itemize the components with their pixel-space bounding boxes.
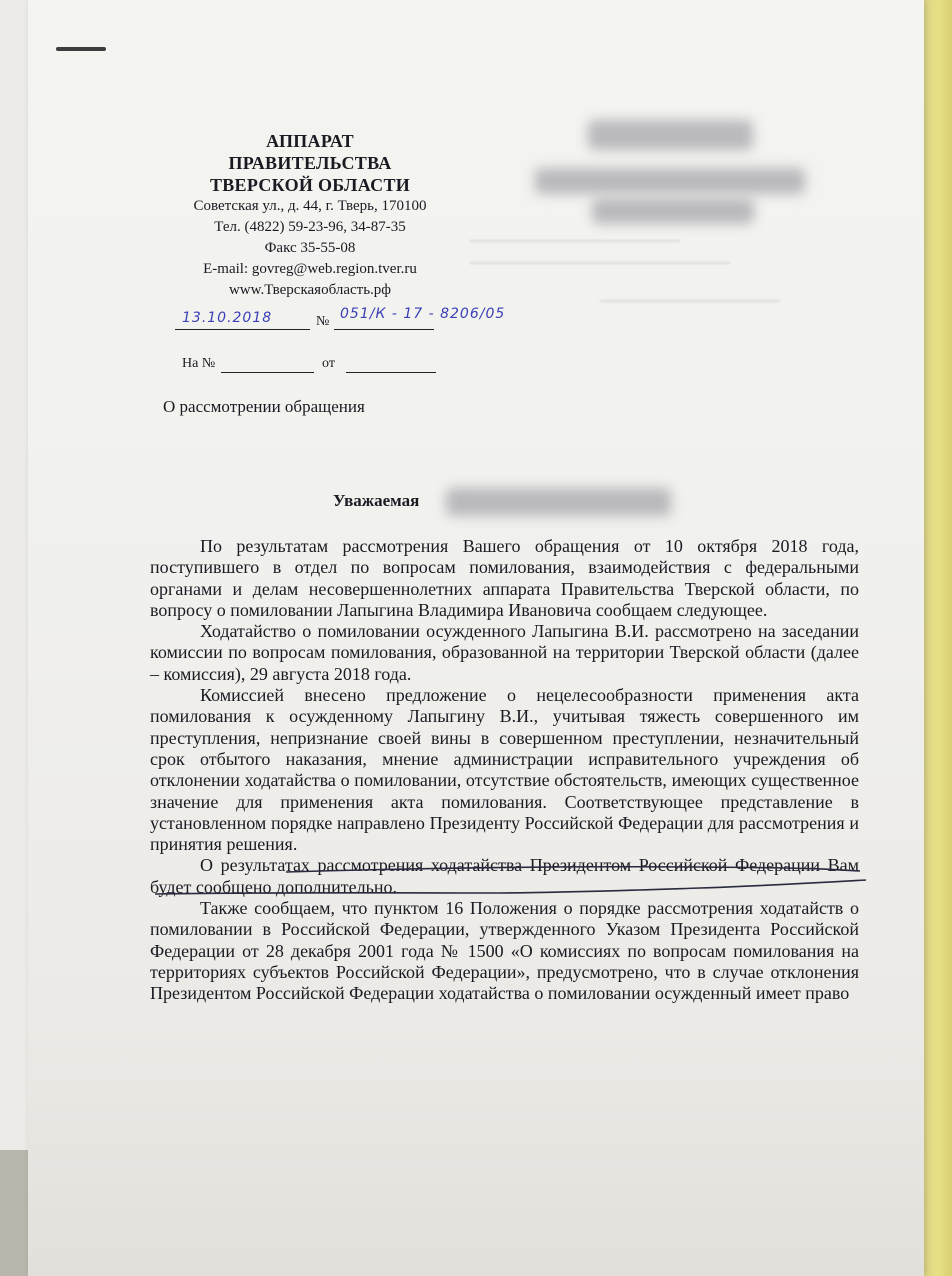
number-label: № — [316, 314, 330, 329]
redacted-addressee-line3 — [592, 198, 754, 224]
letterhead — [160, 130, 460, 301]
letter-body — [150, 536, 859, 1005]
org-name-line3: ТВЕРСКОЙ ОБЛАСТИ — [209, 175, 411, 195]
org-email: E-mail: govreg@web.region.tver.ru — [203, 261, 417, 277]
org-website: www.Тверскаяобласть.рф — [228, 282, 392, 298]
date-underline — [175, 329, 310, 330]
reply-from-label: от — [322, 356, 335, 371]
body-paragraph-4: О результатах рассмотрения ходатайства Президентом Российской Федерации Вам будет сообщено дополнительно. — [150, 855, 859, 897]
staple-mark — [56, 47, 106, 51]
org-fax: Факс 35-55-08 — [264, 240, 356, 256]
org-name-line1: АППАРАТ — [266, 131, 354, 151]
redacted-addressee-line1 — [588, 120, 753, 150]
show-through-text — [600, 300, 780, 302]
handwritten-date: 13.10.2018 — [182, 310, 273, 326]
reply-number-blank — [221, 372, 314, 373]
body-paragraph-1: По результатам рассмотрения Вашего обращения от 10 октября 2018 года, поступившего в отдел по вопросам помилования, взаимодействия с федеральными органами и делам несовершеннолетних аппарата Правительства Тверской области, по вопросу о помиловании Лапыгина Владимира Ивановича сообщаем следующее. — [150, 536, 859, 620]
body-paragraph-2: Ходатайство о помиловании осужденного Лапыгина В.И. рассмотрено на заседании комиссии по вопросам помилования, образованной на территории Тверской области (далее – комиссия), 29 августа 2018 года. — [150, 621, 859, 684]
redacted-addressee-name — [446, 488, 671, 516]
greeting: Уважаемая — [333, 491, 420, 510]
handwritten-number: 051/К - 17 - 8206/05 — [340, 306, 506, 322]
redacted-addressee-line2 — [535, 168, 805, 194]
show-through-text — [470, 240, 680, 242]
body-paragraph-3: Комиссией внесено предложение о нецелесообразности применения акта помилования к осужденному Лапыгину В.И., учитывая тяжесть совершенного им преступления, непризнание своей вины в совершенном преступлении, незначительный срок отбытого наказания, мнение администрации исправительного учреждения об отклонении ходатайства о помиловании, отсутствие обстоятельств, имеющих существенное значение для применения акта помилования. Соответствующее представление в установленном порядке направлено Президенту Российской Федерации для рассмотрения и принятия решения. — [150, 685, 859, 855]
number-underline — [334, 329, 434, 330]
body-paragraph-5: Также сообщаем, что пунктом 16 Положения о порядке рассмотрения ходатайств о помиловании в Российской Федерации, утвержденного Указом Президента Российской Федерации от 28 декабря 2001 года № 1500 «О комиссиях по вопросам помилования на территориях субъектов Российской Федерации», предусмотрено, что в случае отклонения Президентом Российской Федерации ходатайства о помиловании осужденный имеет право — [150, 898, 859, 1004]
reply-to-label: На № — [182, 356, 216, 371]
org-address: Советская ул., д. 44, г. Тверь, 170100 — [193, 198, 427, 214]
show-through-text — [470, 262, 730, 264]
subject-line: О рассмотрении обращения — [163, 397, 365, 416]
org-name-line2: ПРАВИТЕЛЬСТВА — [228, 153, 392, 173]
reply-date-blank — [346, 372, 436, 373]
org-phone: Тел. (4822) 59-23-96, 34-87-35 — [214, 219, 406, 235]
